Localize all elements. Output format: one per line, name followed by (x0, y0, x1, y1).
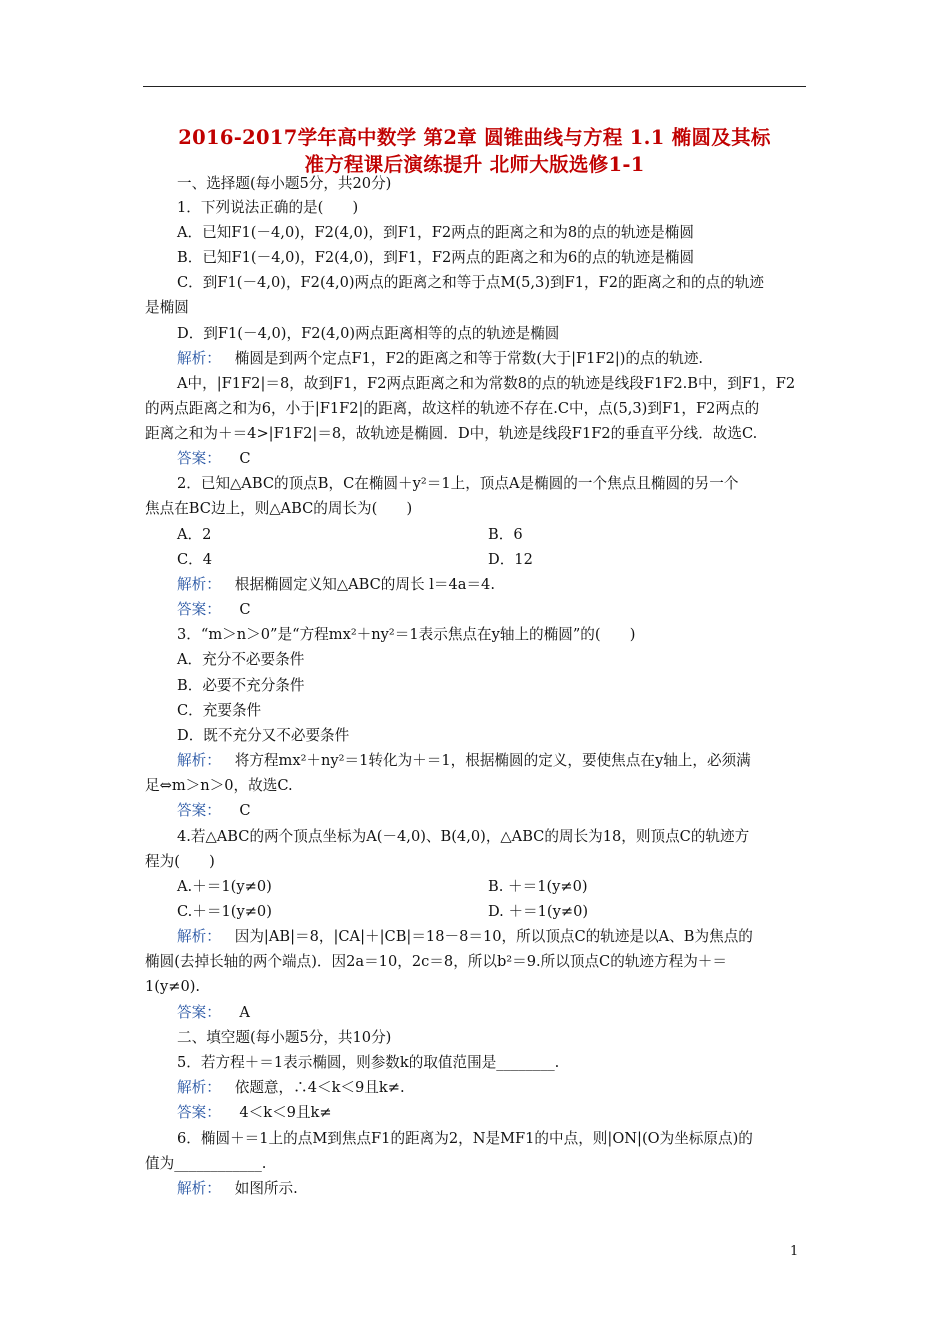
q3-stem: 3．“m＞n＞0”是“方程mx²＋ny²＝1表示焦点在y轴上的椭圆”的( ) (177, 626, 636, 643)
q4-analysis-text: 因为|AB|＝8，|CA|＋|CB|＝18－8＝10，所以顶点C的轨迹是以A、B为焦点的 (234, 928, 753, 945)
q5-stem: 5．若方程＋＝1表示椭圆，则参数k的取值范围是________. (177, 1054, 560, 1071)
answer-label: 答案： (177, 802, 221, 819)
q1-analysis-line-4: 距离之和为＋＝4>|F1F2|＝8，故轨迹是椭圆．D中，轨迹是线段F1F2的垂直平分线．故选C. (145, 425, 758, 442)
analysis-label: 解析： (177, 752, 221, 769)
q4-option-a: A.＋＝1(y≠0) (177, 878, 272, 895)
q1-option-c-cont: 是椭圆 (145, 299, 189, 316)
q6-analysis-text: 如图所示. (234, 1180, 298, 1197)
header-rule (143, 86, 806, 87)
q3-answer (177, 801, 251, 821)
answer-label: 答案： (177, 1104, 221, 1121)
q5-answer-value: 4＜k＜9且k≠ (239, 1104, 332, 1121)
section-fill-heading: 二、填空题(每小题5分，共10分) (177, 1029, 392, 1046)
q6-analysis (177, 1179, 298, 1199)
q2-option-a: A．2 (177, 526, 212, 543)
q4-stem-cont: 程为( ) (145, 853, 215, 870)
page-number: 1 (790, 1244, 799, 1259)
q3-option-c: C．充要条件 (177, 702, 262, 719)
analysis-label: 解析： (177, 576, 221, 593)
q1-option-a: A．已知F1(－4,0)，F2(4,0)，到F1，F2两点的距离之和为8的点的轨迹是椭圆 (177, 224, 694, 241)
q1-option-d: D．到F1(－4,0)，F2(4,0)两点距离相等的点的轨迹是椭圆 (177, 325, 560, 342)
analysis-label: 解析： (177, 350, 221, 367)
q2-answer-value: C (239, 601, 251, 618)
q5-analysis-text: 依题意，∴4＜k＜9且k≠. (234, 1079, 405, 1096)
analysis-label: 解析： (177, 928, 221, 945)
q1-analysis (177, 349, 703, 369)
q4-stem: 4.若△ABC的两个顶点坐标为A(－4,0)、B(4,0)，△ABC的周长为18，则顶点C的轨迹方 (177, 828, 750, 845)
q3-analysis (177, 751, 751, 771)
q4-analysis-line-3: 1(y≠0). (145, 978, 201, 995)
analysis-label: 解析： (177, 1180, 221, 1197)
q2-answer (177, 600, 251, 620)
q3-option-a: A．充分不必要条件 (177, 651, 305, 668)
q3-analysis-text: 将方程mx²＋ny²＝1转化为＋＝1，根据椭圆的定义，要使焦点在y轴上，必须满 (234, 752, 751, 769)
q4-option-d: D. ＋＝1(y≠0) (488, 903, 589, 920)
q1-option-b: B．已知F1(－4,0)，F2(4,0)，到F1，F2两点的距离之和为6的点的轨迹是椭圆 (177, 249, 695, 266)
q4-analysis-line-2: 椭圆(去掉长轴的两个端点)．因2a＝10，2c＝8，所以b²＝9.所以顶点C的轨迹方程为＋＝ (145, 953, 727, 970)
q4-option-b: B. ＋＝1(y≠0) (488, 878, 588, 895)
q3-answer-value: C (239, 802, 251, 819)
q4-answer (177, 1003, 250, 1023)
q1-analysis-line-2: A中，|F1F2|＝8，故到F1，F2两点距离之和为常数8的点的轨迹是线段F1F2.B中，到F1，F2 (177, 375, 796, 392)
q2-stem-cont: 焦点在BC边上，则△ABC的周长为( ) (145, 500, 413, 517)
q2-analysis (177, 575, 495, 595)
q2-stem: 2．已知△ABC的顶点B，C在椭圆＋y²＝1上，顶点A是椭圆的一个焦点且椭圆的另一个 (177, 475, 739, 492)
section-choice-heading: 一、选择题(每小题5分，共20分) (177, 175, 392, 192)
q2-option-b: B．6 (488, 526, 523, 543)
answer-label: 答案： (177, 601, 221, 618)
title-line-2: 准方程课后演练提升 北师大版选修1-1 (304, 153, 645, 176)
q1-answer (177, 449, 251, 469)
analysis-label: 解析： (177, 1079, 221, 1096)
q6-stem: 6．椭圆＋＝1上的点M到焦点F1的距离为2，N是MF1的中点，则|ON|(O为坐标原点)的 (177, 1130, 753, 1147)
answer-label: 答案： (177, 1004, 221, 1021)
q4-analysis (177, 927, 753, 947)
q6-stem-cont: 值为____________. (145, 1155, 267, 1172)
q1-analysis-line-3: 的两点距离之和为6，小于|F1F2|的距离，故这样的轨迹不存在.C中，点(5,3)到F1，F2两点的 (145, 400, 760, 417)
document-title (143, 124, 806, 178)
q2-analysis-text: 根据椭圆定义知△ABC的周长 l＝4a＝4. (234, 576, 495, 593)
q1-stem: 1．下列说法正确的是( ) (177, 199, 359, 216)
q3-option-b: B．必要不充分条件 (177, 677, 305, 694)
q4-option-c: C.＋＝1(y≠0) (177, 903, 272, 920)
q2-option-c: C．4 (177, 551, 213, 568)
q1-analysis-text: 椭圆是到两个定点F1，F2的距离之和等于常数(大于|F1F2|)的点的轨迹. (234, 350, 704, 367)
q5-answer (177, 1103, 332, 1123)
q2-option-d: D．12 (488, 551, 533, 568)
q1-option-c: C．到F1(－4,0)，F2(4,0)两点的距离之和等于点M(5,3)到F1，F2的距离之和的点的轨迹 (177, 274, 764, 291)
q3-option-d: D．既不充分又不必要条件 (177, 727, 350, 744)
title-line-1: 2016-2017学年高中数学 第2章 圆锥曲线与方程 1.1 椭圆及其标 (178, 126, 771, 149)
q5-analysis (177, 1078, 405, 1098)
q4-answer-value: A (239, 1004, 250, 1021)
q3-analysis-line-2: 足⇔m＞n＞0，故选C. (145, 777, 293, 794)
answer-label: 答案： (177, 450, 221, 467)
q1-answer-value: C (239, 450, 251, 467)
